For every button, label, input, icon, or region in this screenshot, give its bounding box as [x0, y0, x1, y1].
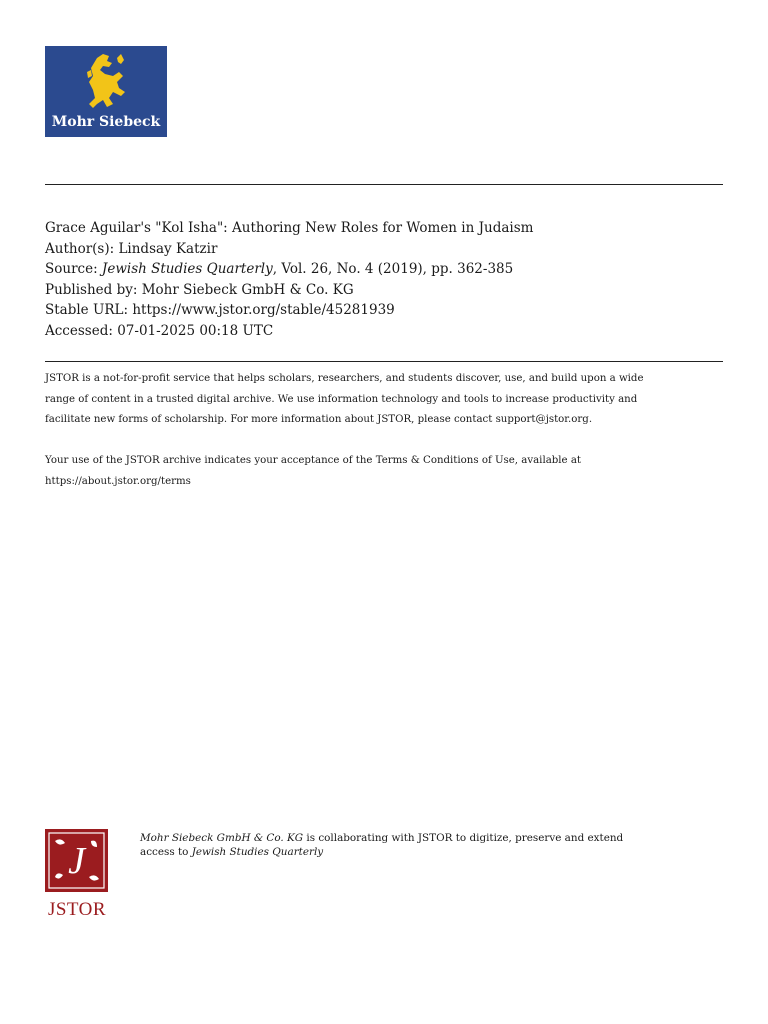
accessed-date: 07-01-2025 00:18 UTC — [117, 322, 274, 339]
citation-block — [45, 218, 533, 341]
accessed-label: Accessed: — [45, 322, 113, 339]
collaboration-statement — [140, 832, 700, 859]
terms-paragraph — [45, 451, 725, 492]
middle-divider — [45, 361, 723, 362]
stable-url-label: Stable URL: — [45, 302, 129, 318]
collab-text: is collaborating with JSTOR to digitize, preserve and extend — [303, 832, 624, 844]
collab-publisher: Mohr Siebeck GmbH & Co. KG — [140, 832, 304, 844]
collab-journal: Jewish Studies Quarterly — [191, 845, 324, 858]
published-label: Published by: — [45, 281, 138, 298]
about-line: range of content in a trusted digital archive. We use information technology and tools to increase productivity and — [45, 393, 638, 405]
mohr-siebeck-logo — [45, 46, 167, 137]
about-line: facilitate new forms of scholarship. For more information about JSTOR, please contact support@jstor.org. — [45, 414, 593, 425]
published-line — [45, 280, 533, 301]
source-journal: Jewish Studies Quarterly — [101, 261, 273, 277]
lion-emblem-icon — [83, 52, 129, 110]
top-divider — [45, 184, 723, 185]
terms-link[interactable]: https://about.jstor.org/terms — [45, 475, 191, 487]
article-title: Grace Aguilar's "Kol Isha": Authoring New Roles for Women in Judaism — [45, 220, 534, 236]
jstor-wordmark: JSTOR — [47, 899, 107, 920]
jstor-emblem-icon — [45, 829, 108, 892]
author-name: Lindsay Katzir — [118, 240, 218, 257]
publisher-name: Mohr Siebeck GmbH & Co. KG — [141, 281, 354, 298]
jstor-notice — [45, 369, 725, 492]
about-line: JSTOR is a not-for-profit service that helps scholars, researchers, and students discover, use, and build upon a wide — [45, 373, 644, 384]
source-line — [45, 259, 533, 280]
accessed-line — [45, 321, 533, 342]
author-line — [45, 239, 533, 260]
source-label: Source: — [45, 261, 98, 277]
jstor-about-paragraph — [45, 369, 725, 431]
jstor-logo — [45, 829, 109, 921]
collab-line-1 — [140, 832, 700, 846]
publisher-logo-text: Mohr Siebeck — [51, 114, 161, 130]
terms-line: Your use of the JSTOR archive indicates your acceptance of the Terms & Conditions of Use, available at — [45, 455, 581, 466]
source-details: , Vol. 26, No. 4 (2019), pp. 362-385 — [272, 261, 514, 277]
author-label: Author(s): — [45, 240, 115, 257]
collab-access-prefix: access to — [140, 845, 192, 858]
stable-url-link[interactable]: https://www.jstor.org/stable/45281939 — [132, 302, 395, 318]
stable-url-line — [45, 300, 533, 321]
svg-text:J: J — [68, 840, 85, 882]
collab-line-2 — [140, 846, 700, 860]
